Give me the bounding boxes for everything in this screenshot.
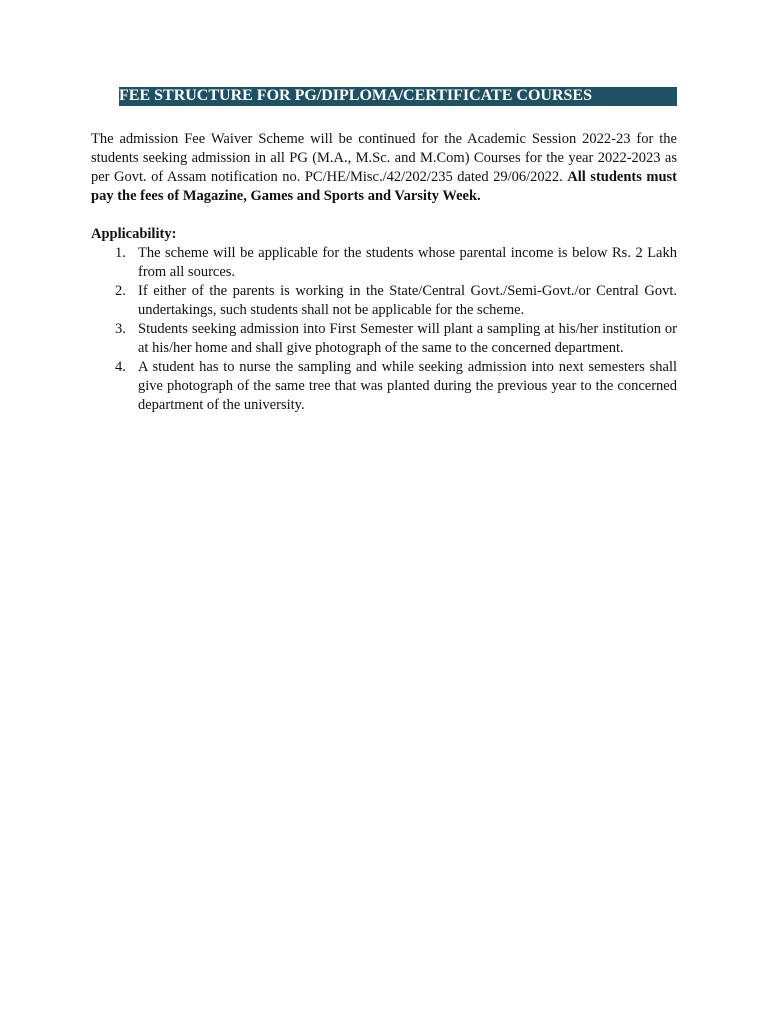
applicability-heading: Applicability: (91, 226, 177, 242)
list-item-text: If either of the parents is working in the State/Central Govt./Semi-Govt./or Central Govt. undertakings, such students shall not be applicable for the scheme. (138, 283, 677, 318)
list-item (91, 282, 677, 320)
list-item-number: 2. (115, 283, 126, 299)
title-banner (119, 87, 677, 106)
list-item-number: 3. (115, 321, 126, 337)
fees-note: All students must pay the fees of Magazine, Games and Sports and Varsity Week. (91, 169, 677, 204)
document-body (91, 130, 677, 415)
list-item-number: 1. (115, 245, 126, 261)
list-item-text: A student has to nurse the sampling and while seeking admission into next semesters shall give photograph of the same tree that was planted during the previous year to the concerned department of the university. (138, 359, 677, 413)
page-title: FEE STRUCTURE FOR PG/DIPLOMA/CERTIFICATE COURSES (119, 87, 592, 104)
list-item (91, 244, 677, 282)
list-item (91, 358, 677, 415)
list-item-number: 4. (115, 359, 126, 375)
intro-paragraph (91, 130, 677, 206)
applicability-list (91, 244, 677, 415)
list-item-text: Students seeking admission into First Semester will plant a sampling at his/her institution or at his/her home and shall give photograph of the same to the concerned department. (138, 321, 677, 356)
list-item (91, 320, 677, 358)
list-item-text: The scheme will be applicable for the students whose parental income is below Rs. 2 Lakh from all sources. (138, 245, 677, 280)
intro-text: The admission Fee Waiver Scheme will be continued for the Academic Session 2022-23 for the students seeking admission in all PG (M.A., M.Sc. and M.Com) Courses for the year 2022-2023 as per Govt. of Assam notification no. PC/HE/Misc./42/202/235 dated 29/06/2022. (91, 131, 677, 185)
